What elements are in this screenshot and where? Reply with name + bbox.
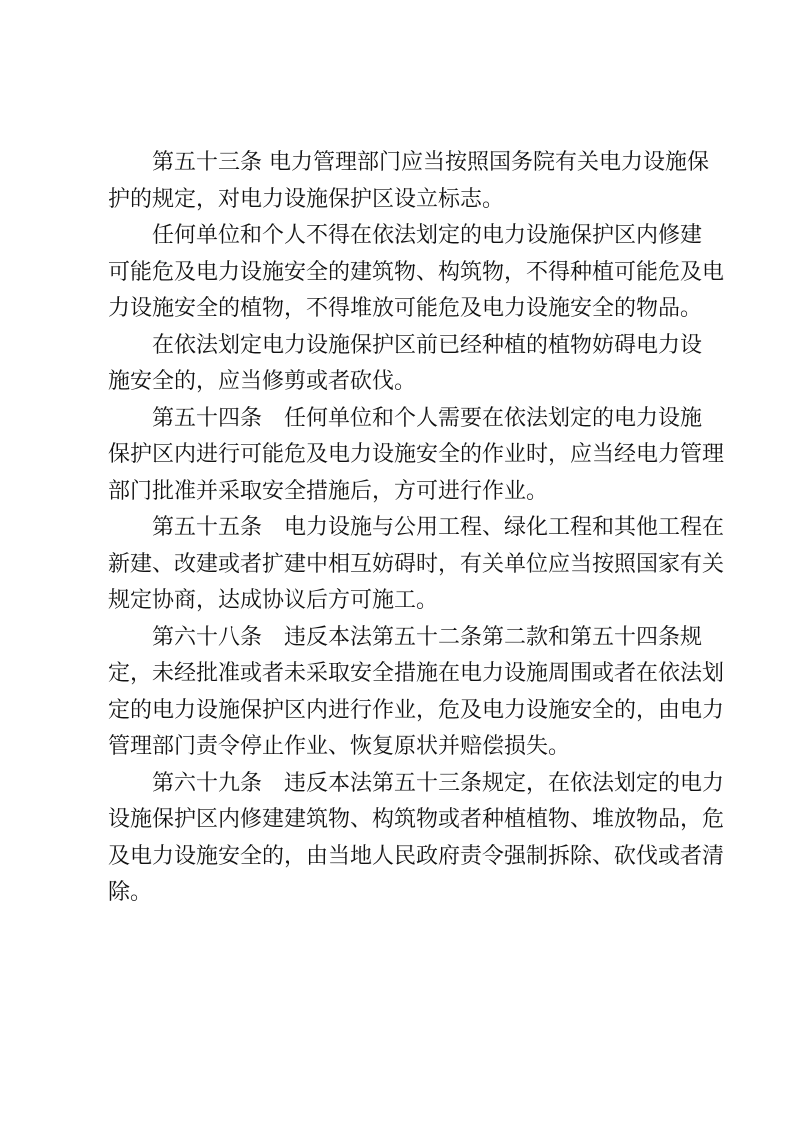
- paragraph-article-53: [108, 145, 709, 218]
- paragraph-article-69: [108, 766, 725, 912]
- text-line: 护的规定，对电力设施保护区设立标志。: [108, 186, 505, 212]
- text-line: 部门批准并采取安全措施后，方可进行作业。: [108, 478, 549, 504]
- text-line: 第六十八条 违反本法第五十二条第二款和第五十四条规: [152, 624, 703, 650]
- text-line: 第五十五条 电力设施与公用工程、绿化工程和其他工程在: [152, 515, 725, 540]
- paragraph-article-53-clause-2: [108, 218, 725, 328]
- text-line: 定，未经批准或者未采取安全措施在电力设施周围或者在依法划: [108, 661, 725, 686]
- text-line: 新建、改建或者扩建中相互妨碍时，有关单位应当按照国家有关: [108, 551, 725, 577]
- text-line: 任何单位和个人不得在依法划定的电力设施保护区内修建: [152, 223, 703, 248]
- text-line: 规定协商，达成协议后方可施工。: [108, 588, 439, 613]
- paragraph-article-68: [108, 620, 725, 766]
- paragraph-article-54: [108, 401, 725, 511]
- text-line: 及电力设施安全的，由当地人民政府责令强制拆除、砍伐或者清: [108, 843, 725, 869]
- text-line: 第五十四条 任何单位和个人需要在依法划定的电力设施: [152, 405, 703, 431]
- text-line: 设施保护区内修建建筑物、构筑物或者种植植物、堆放物品，危: [108, 807, 725, 832]
- text-line: 第六十九条 违反本法第五十三条规定，在依法划定的电力: [152, 770, 725, 796]
- text-line: 施安全的，应当修剪或者砍伐。: [108, 369, 417, 394]
- text-line: 保护区内进行可能危及电力设施安全的作业时，应当经电力管理: [108, 442, 725, 467]
- document-body: [108, 145, 725, 912]
- text-line: 除。: [108, 880, 153, 905]
- paragraph-article-55: [108, 510, 725, 620]
- text-line: 在依法划定电力设施保护区前已经种植的植物妨碍电力设: [152, 332, 703, 358]
- text-line: 第五十三条 电力管理部门应当按照国务院有关电力设施保: [152, 150, 709, 175]
- paragraph-article-53-clause-3: [108, 328, 703, 401]
- text-line: 定的电力设施保护区内进行作业，危及电力设施安全的，由电力: [108, 697, 725, 723]
- text-line: 管理部门责令停止作业、恢复原状并赔偿损失。: [108, 734, 571, 759]
- text-line: 可能危及电力设施安全的建筑物、构筑物，不得种植可能危及电: [108, 259, 725, 285]
- text-line: 力设施安全的植物，不得堆放可能危及电力设施安全的物品。: [108, 296, 703, 321]
